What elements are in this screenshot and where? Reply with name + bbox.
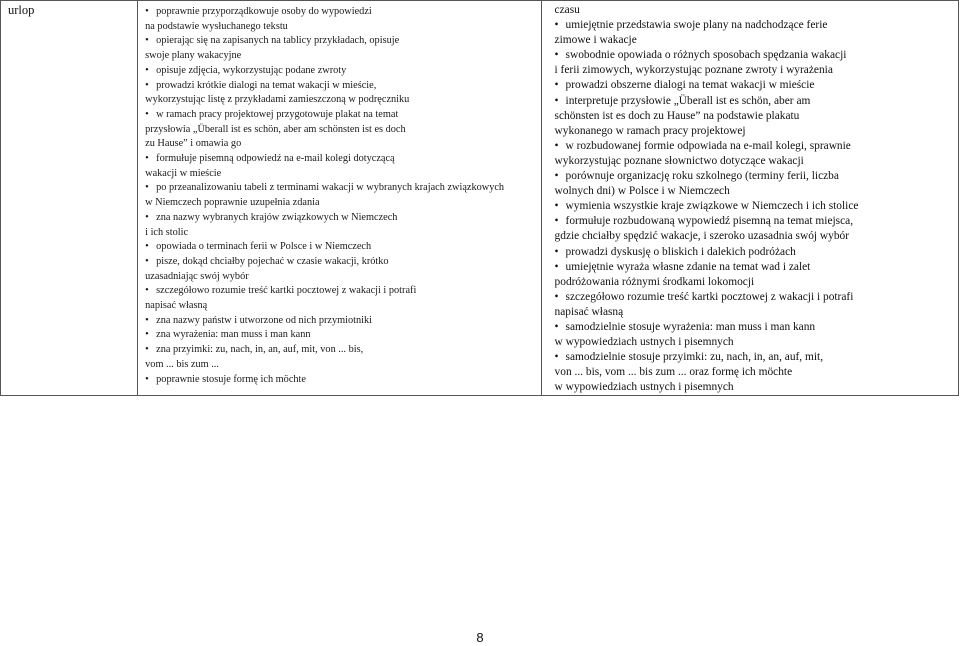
list-item-continuation: w wypowiedziach ustnych i pisemnych <box>554 336 734 349</box>
list-item-continuation: wykorzystując poznane słownictwo dotyczące wakacji <box>554 154 804 167</box>
list-item: • zna nazwy państw i utworzone od nich przymiotniki <box>145 314 540 329</box>
topic-cell <box>1 1 138 396</box>
list-item: • prowadzi dyskusję o bliskich i dalekich podróżach <box>555 245 958 260</box>
list-item-continuation: podróżowania różnymi środkami lokomocji <box>554 275 755 288</box>
list-item-continuation: przysłowia „Überall ist es schön, aber am schönsten ist es doch <box>145 123 406 135</box>
list-item: • swobodnie opowiada o różnych sposobach spędzania wakacji <box>555 48 958 63</box>
extended-requirements-cell <box>541 1 958 396</box>
list-item-continuation: von ... bis, vom ... bis zum ... oraz formę ich möchte <box>554 366 793 379</box>
list-item: • prowadzi obszerne dialogi na temat wakacji w mieście <box>555 78 958 93</box>
list-item: • zna nazwy wybranych krajów związkowych w Niemczech <box>145 211 540 226</box>
basic-requirements-list <box>138 1 540 387</box>
list-item: • szczegółowo rozumie treść kartki pocztowej z wakacji i potrafi <box>555 290 958 305</box>
list-item: • prowadzi krótkie dialogi na temat wakacji w mieście, <box>145 79 540 94</box>
list-item: • formułuje pisemną odpowiedź na e-mail kolegi dotyczącą <box>145 152 540 167</box>
list-item-continuation: w Niemczech poprawnie uzupełnia zdania <box>145 197 320 209</box>
list-item-continuation: zimowe i wakacje <box>554 34 637 47</box>
list-item-continuation: wykorzystując listę z przykładami zamieszczoną w podręczniku <box>145 94 410 106</box>
list-item: • poprawnie stosuje formę ich möchte <box>145 373 540 388</box>
basic-requirements-cell <box>138 1 541 396</box>
list-item: • szczegółowo rozumie treść kartki pocztowej z wakacji i potrafi <box>145 284 540 299</box>
list-item-continuation: schönsten ist es doch zu Hause” na podstawie plakatu <box>554 109 800 122</box>
list-item-continuation: swoje plany wakacyjne <box>145 50 242 62</box>
list-item: • umiejętnie wyraża własne zdanie na temat wad i zalet <box>555 260 958 275</box>
list-item-continuation: gdzie chciałby spędzić wakacje, i szeroko uzasadnia swój wybór <box>554 230 850 243</box>
list-item-continuation: zu Hause” i omawia go <box>145 138 242 150</box>
list-item: • po przeanalizowaniu tabeli z terminami wakacji w wybranych krajach związkowych <box>145 181 540 196</box>
page-number: 8 <box>476 630 484 645</box>
list-item: • porównuje organizację roku szkolnego (terminy ferii, liczba <box>555 169 958 184</box>
list-item-continuation: wolnych dni) w Polsce i w Niemczech <box>554 185 730 198</box>
list-item-continuation: wakacji w mieście <box>145 167 222 179</box>
list-item-continuation: w wypowiedziach ustnych i pisemnych <box>554 381 734 394</box>
list-item: • samodzielnie stosuje wyrażenia: man muss i man kann <box>555 320 958 335</box>
list-item-continuation: i ich stolic <box>145 226 189 238</box>
list-item: • opierając się na zapisanych na tablicy przykładach, opisuje <box>145 34 540 49</box>
list-item: • pisze, dokąd chciałby pojechać w czasie wakacji, krótko <box>145 255 540 270</box>
list-item-continuation: czasu <box>554 4 580 16</box>
list-item: • samodzielnie stosuje przyimki: zu, nach, in, an, auf, mit, <box>555 350 958 365</box>
list-item: • umiejętnie przedstawia swoje plany na nadchodzące ferie <box>555 18 958 33</box>
list-item: • w rozbudowanej formie odpowiada na e-mail kolegi, sprawnie <box>555 139 958 154</box>
list-item: • zna wyrażenia: man muss i man kann <box>145 328 540 343</box>
list-item: • zna przyimki: zu, nach, in, an, auf, mit, von ... bis, <box>145 343 540 358</box>
table-row <box>1 1 959 396</box>
list-item-continuation: uzasadniając swój wybór <box>145 270 249 282</box>
list-item: • opisuje zdjęcia, wykorzystując podane zwroty <box>145 64 540 79</box>
list-item: • w ramach pracy projektowej przygotowuje plakat na temat <box>145 108 540 123</box>
list-item-continuation: na podstawie wysłuchanego tekstu <box>145 20 288 32</box>
list-item-continuation: napisać własną <box>145 300 208 312</box>
list-item: • wymienia wszystkie kraje związkowe w Niemczech i ich stolice <box>555 199 958 214</box>
list-item-continuation: napisać własną <box>554 305 624 318</box>
topic-label: urlop <box>8 3 35 17</box>
extended-requirements-list <box>542 1 958 395</box>
list-item-continuation: wykonanego w ramach pracy projektowej <box>554 124 746 137</box>
list-item: • formułuje rozbudowaną wypowiedź pisemną na temat miejsca, <box>555 214 958 229</box>
list-item-continuation: i ferii zimowych, wykorzystując poznane zwroty i wyrażenia <box>554 64 833 77</box>
list-item: • interpretuje przysłowie „Überall ist es schön, aber am <box>555 94 958 109</box>
list-item-continuation: vom ... bis zum ... <box>145 358 219 370</box>
list-item: • opowiada o terminach ferii w Polsce i w Niemczech <box>145 240 540 255</box>
list-item: • poprawnie przyporządkowuje osoby do wypowiedzi <box>145 5 540 20</box>
